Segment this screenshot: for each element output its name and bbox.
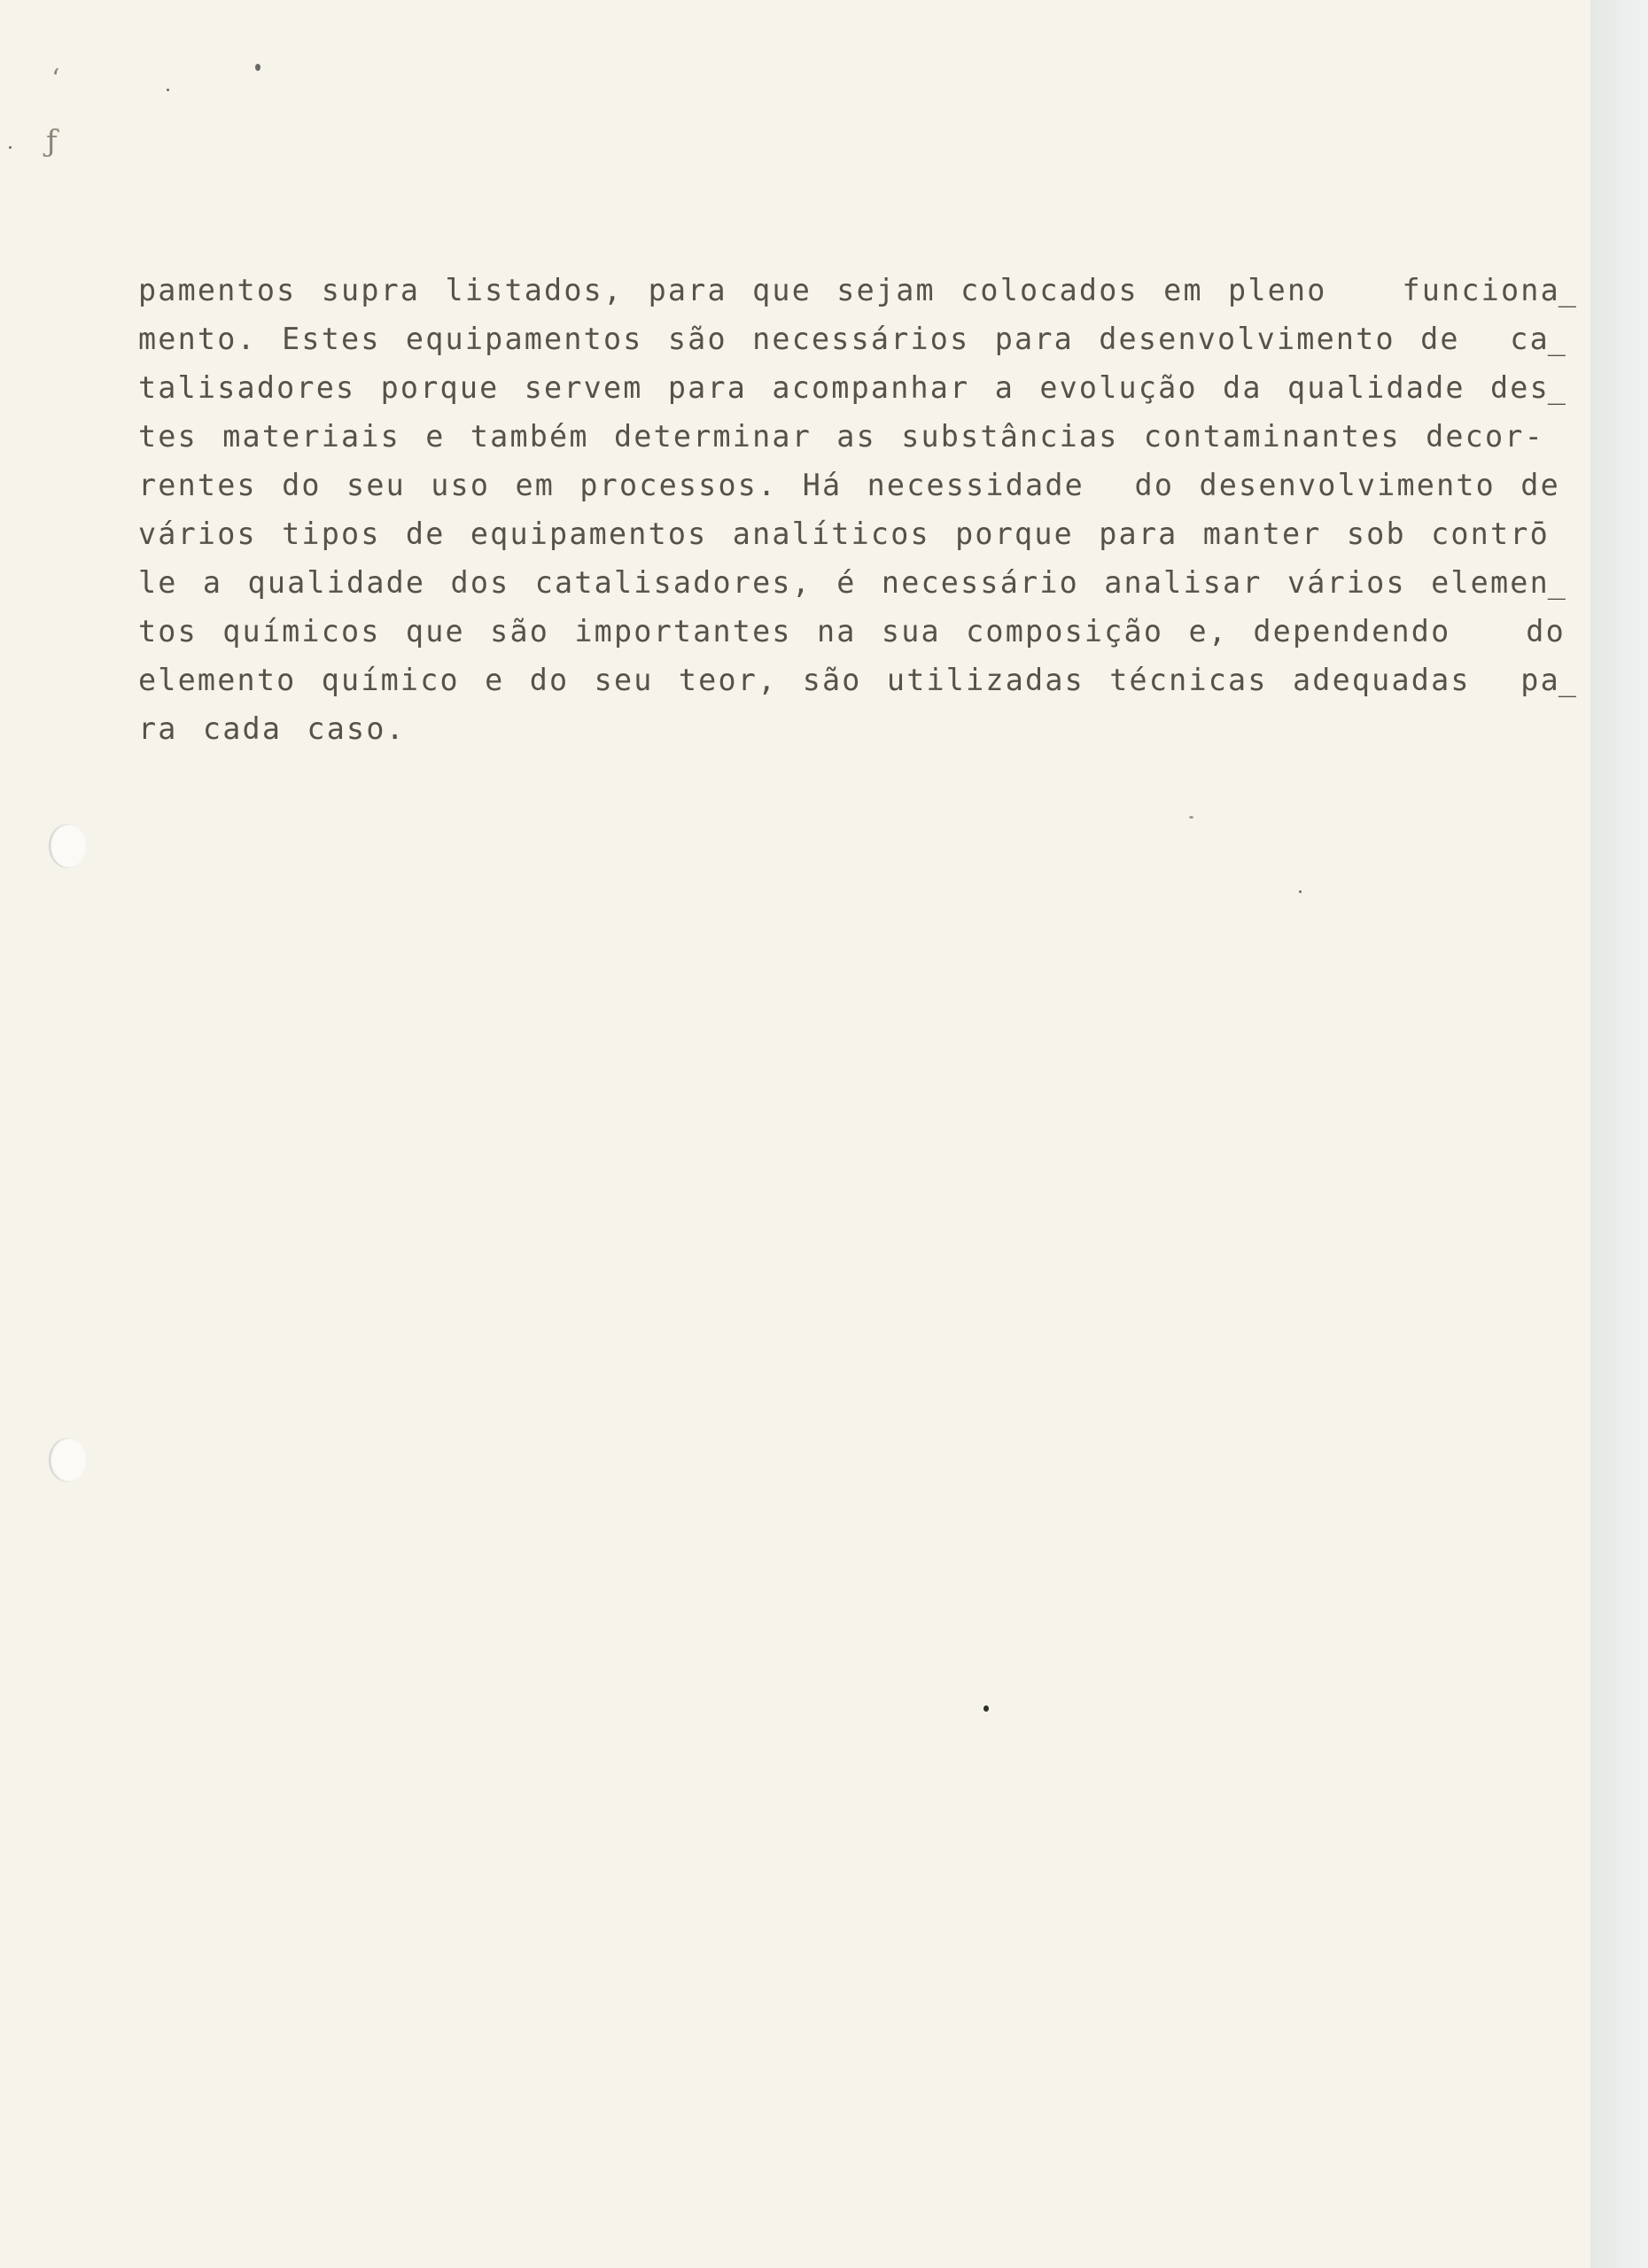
text-line: vários tipos de equipamentos analíticos porque para manter sob contrō <box>138 517 1550 551</box>
paper-speck <box>167 89 169 91</box>
scanner-background <box>1590 0 1648 2268</box>
text-line: le a qualidade dos catalisadores, é necessário analisar vários elemen̲ <box>138 565 1567 600</box>
paper-speck <box>1189 816 1193 819</box>
paper-speck <box>9 146 12 149</box>
ink-smudge-mark: ƒ <box>46 124 58 159</box>
ink-smudge-mark: ʻ <box>51 64 60 95</box>
text-line: elemento químico e do seu teor, são utilizadas técnicas adequadas pa̲ <box>138 663 1578 697</box>
paper-speck <box>255 64 260 71</box>
punch-hole <box>49 1438 86 1482</box>
text-line: tos químicos que são importantes na sua composição e, dependendo do <box>138 614 1566 649</box>
paper-speck <box>983 1705 989 1712</box>
text-line: mento. Estes equipamentos são necessários para desenvolvimento de ca̲ <box>138 322 1567 356</box>
text-line: pamentos supra listados, para que sejam colocados em pleno funciona̲ <box>138 273 1578 307</box>
text-line: ra cada caso. <box>138 711 406 746</box>
text-line: talisadores porque servem para acompanhar a evolução da qualidade des̲ <box>138 370 1567 405</box>
text-line: tes materiais e também determinar as substâncias contaminantes decor- <box>138 419 1544 454</box>
paper-speck <box>1299 890 1302 893</box>
typewritten-paragraph <box>138 266 1578 753</box>
text-line: rentes do seu uso em processos. Há necessidade do desenvolvimento de <box>138 468 1560 502</box>
punch-hole <box>49 824 86 868</box>
